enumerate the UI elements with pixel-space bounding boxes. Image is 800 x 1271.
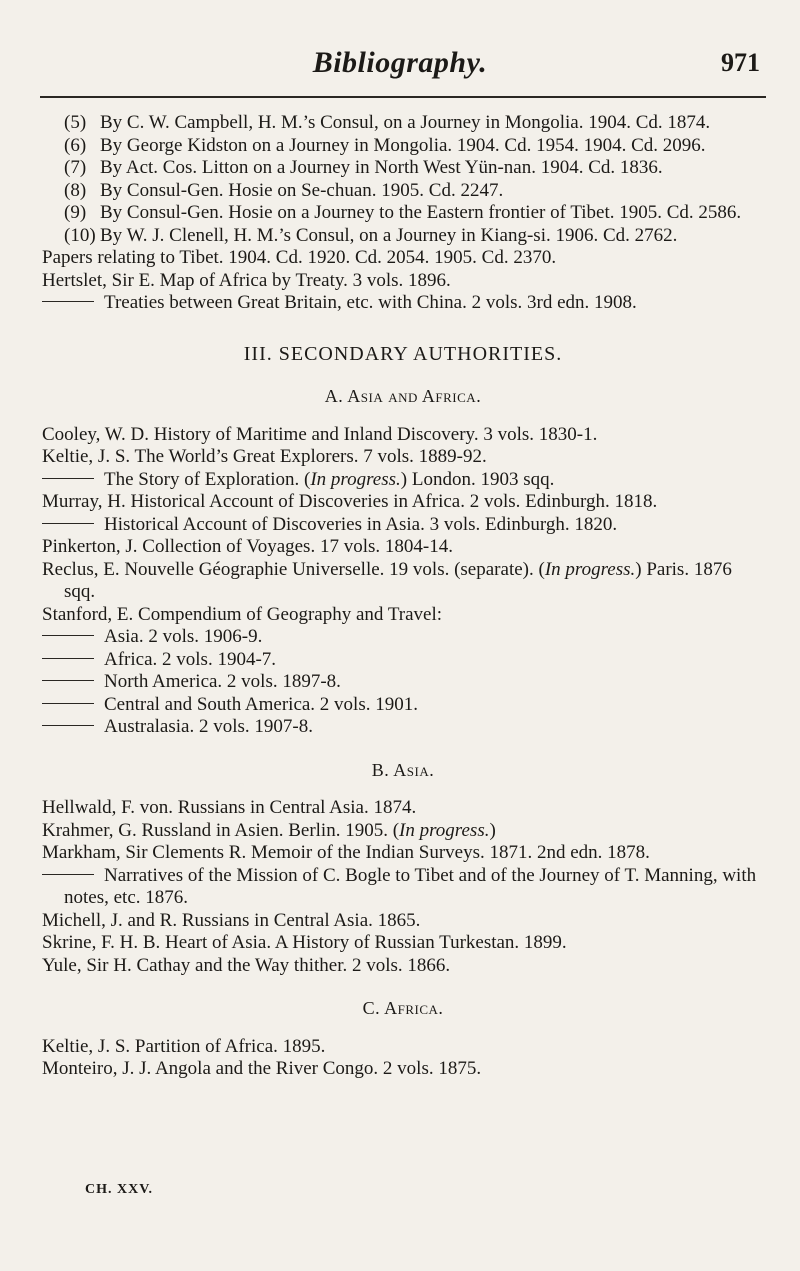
bibliography-content xyxy=(42,112,764,1081)
numbered-entry xyxy=(42,225,764,248)
stanford-volume-entry xyxy=(42,649,764,672)
entry-text: By Consul-Gen. Hosie on Se-chuan. 1905. Cd. 2247. xyxy=(100,179,504,201)
entry-hellwald: Hellwald, F. von. Russians in Central Asia. 1874. xyxy=(42,797,417,818)
entry-text: By W. J. Clenell, H. M.’s Consul, on a Journey in Kiang-si. 1906. Cd. 2762. xyxy=(100,224,678,246)
in-progress-note: In progress. xyxy=(310,468,401,490)
stanford-volume-entry xyxy=(42,716,764,739)
entry-text: Treaties between Great Britain, etc. with China. 2 vols. 3rd edn. 1908. xyxy=(104,292,637,313)
numbered-entry xyxy=(42,202,764,225)
entry-krahmer xyxy=(42,820,764,843)
entry-number: (10) xyxy=(64,224,96,246)
entry-keltie-africa: Keltie, J. S. Partition of Africa. 1895. xyxy=(42,1035,326,1057)
entry-text: By Consul-Gen. Hosie on a Journey to the Eastern frontier of Tibet. 1905. Cd. 2586. xyxy=(100,202,742,223)
in-progress-note: In progress. xyxy=(544,558,636,580)
entry-number: (8) xyxy=(64,179,87,201)
subsection-b-heading: B. Asia. xyxy=(371,759,435,780)
ditto-dash xyxy=(42,725,94,726)
entry-keltie: Keltie, J. S. The World’s Great Explorers. 7 vols. 1889-92. xyxy=(42,446,487,467)
entry-number: (5) xyxy=(64,112,87,133)
entry-text: North America. 2 vols. 1897-8. xyxy=(104,671,341,692)
ditto-dash xyxy=(42,658,94,659)
page-number: 971 xyxy=(721,48,760,77)
entry-hertslet-treaties xyxy=(42,292,764,315)
numbered-list xyxy=(42,112,764,247)
entry-text: By C. W. Campbell, H. M.’s Consul, on a Journey in Mongolia. 1904. Cd. 1874. xyxy=(100,112,711,133)
subsection-c-heading: C. Africa. xyxy=(362,998,444,1018)
entry-stanford: Stanford, E. Compendium of Geography and Travel: xyxy=(42,603,443,625)
entry-monteiro: Monteiro, J. J. Angola and the River Congo. 2 vols. 1875. xyxy=(42,1058,482,1079)
entry-reclus xyxy=(42,559,764,604)
entry-markham: Markham, Sir Clements R. Memoir of the Indian Surveys. 1871. 2nd edn. 1878. xyxy=(42,842,650,863)
entry-text: Historical Account of Discoveries in Asia. 3 vols. Edinburgh. 1820. xyxy=(104,513,618,535)
ditto-dash xyxy=(42,680,94,681)
entry-text: ) Paris. 1876 sqq. xyxy=(64,558,732,602)
entry-text: ) xyxy=(489,819,496,841)
entry-hertslet: Hertslet, Sir E. Map of Africa by Treaty. 3 vols. 1896. xyxy=(42,269,451,291)
entry-text: Reclus, E. Nouvelle Géographie Universelle. 19 vols. (separate). ( xyxy=(42,558,545,580)
entry-text: Krahmer, G. Russland in Asien. Berlin. 1905. ( xyxy=(42,819,400,841)
header-rule xyxy=(40,96,766,98)
entry-number: (9) xyxy=(64,202,87,223)
stanford-list xyxy=(42,626,764,739)
subsection-a-heading: A. Asia and Africa. xyxy=(324,386,482,406)
entry-number: (7) xyxy=(64,157,87,178)
stanford-volume-entry xyxy=(42,626,764,649)
ditto-dash xyxy=(42,703,94,704)
page-header xyxy=(0,46,800,86)
entry-text: ) London. 1903 sqq. xyxy=(400,468,555,490)
entry-text: Central and South America. 2 vols. 1901. xyxy=(104,693,418,715)
stanford-volume-entry xyxy=(42,694,764,717)
entry-papers-tibet: Papers relating to Tibet. 1904. Cd. 1920. Cd. 2054. 1905. Cd. 2370. xyxy=(42,247,557,268)
numbered-entry xyxy=(42,180,764,203)
ditto-dash xyxy=(42,523,94,524)
entry-cooley: Cooley, W. D. History of Maritime and Inland Discovery. 3 vols. 1830-1. xyxy=(42,423,598,445)
ditto-dash xyxy=(42,301,94,302)
stanford-volume-entry xyxy=(42,671,764,694)
section-heading: III. SECONDARY AUTHORITIES. xyxy=(243,342,563,365)
entry-text: Narratives of the Mission of C. Bogle to Tibet and of the Journey of T. Manning, with notes, etc. 1876. xyxy=(64,864,757,908)
entry-yule: Yule, Sir H. Cathay and the Way thither. 2 vols. 1866. xyxy=(42,954,451,976)
entry-murray: Murray, H. Historical Account of Discoveries in Africa. 2 vols. Edinburgh. 1818. xyxy=(42,491,658,512)
entry-michell: Michell, J. and R. Russians in Central Asia. 1865. xyxy=(42,909,421,931)
signature-mark: CH. XXV. xyxy=(85,1182,154,1197)
numbered-entry xyxy=(42,112,764,135)
numbered-entry xyxy=(42,157,764,180)
ditto-dash xyxy=(42,478,94,479)
entry-text: Australasia. 2 vols. 1907-8. xyxy=(104,716,313,737)
entry-text: The Story of Exploration. ( xyxy=(104,468,311,490)
numbered-entry xyxy=(42,135,764,158)
entry-keltie-story xyxy=(42,469,764,492)
running-title: Bibliography. xyxy=(312,46,488,79)
entry-text: By George Kidston on a Journey in Mongolia. 1904. Cd. 1954. 1904. Cd. 2096. xyxy=(100,134,706,156)
in-progress-note: In progress. xyxy=(399,819,490,841)
entry-skrine: Skrine, F. H. B. Heart of Asia. A History of Russian Turkestan. 1899. xyxy=(42,932,567,953)
entry-markham-narratives xyxy=(42,865,764,910)
entry-text: Asia. 2 vols. 1906-9. xyxy=(104,626,263,647)
entry-pinkerton: Pinkerton, J. Collection of Voyages. 17 vols. 1804-14. xyxy=(42,536,453,557)
ditto-dash xyxy=(42,874,94,875)
entry-text: Africa. 2 vols. 1904-7. xyxy=(104,648,277,670)
entry-murray-asia xyxy=(42,514,764,537)
ditto-dash xyxy=(42,635,94,636)
entry-text: By Act. Cos. Litton on a Journey in North West Yün-nan. 1904. Cd. 1836. xyxy=(100,157,663,178)
entry-number: (6) xyxy=(64,134,87,156)
